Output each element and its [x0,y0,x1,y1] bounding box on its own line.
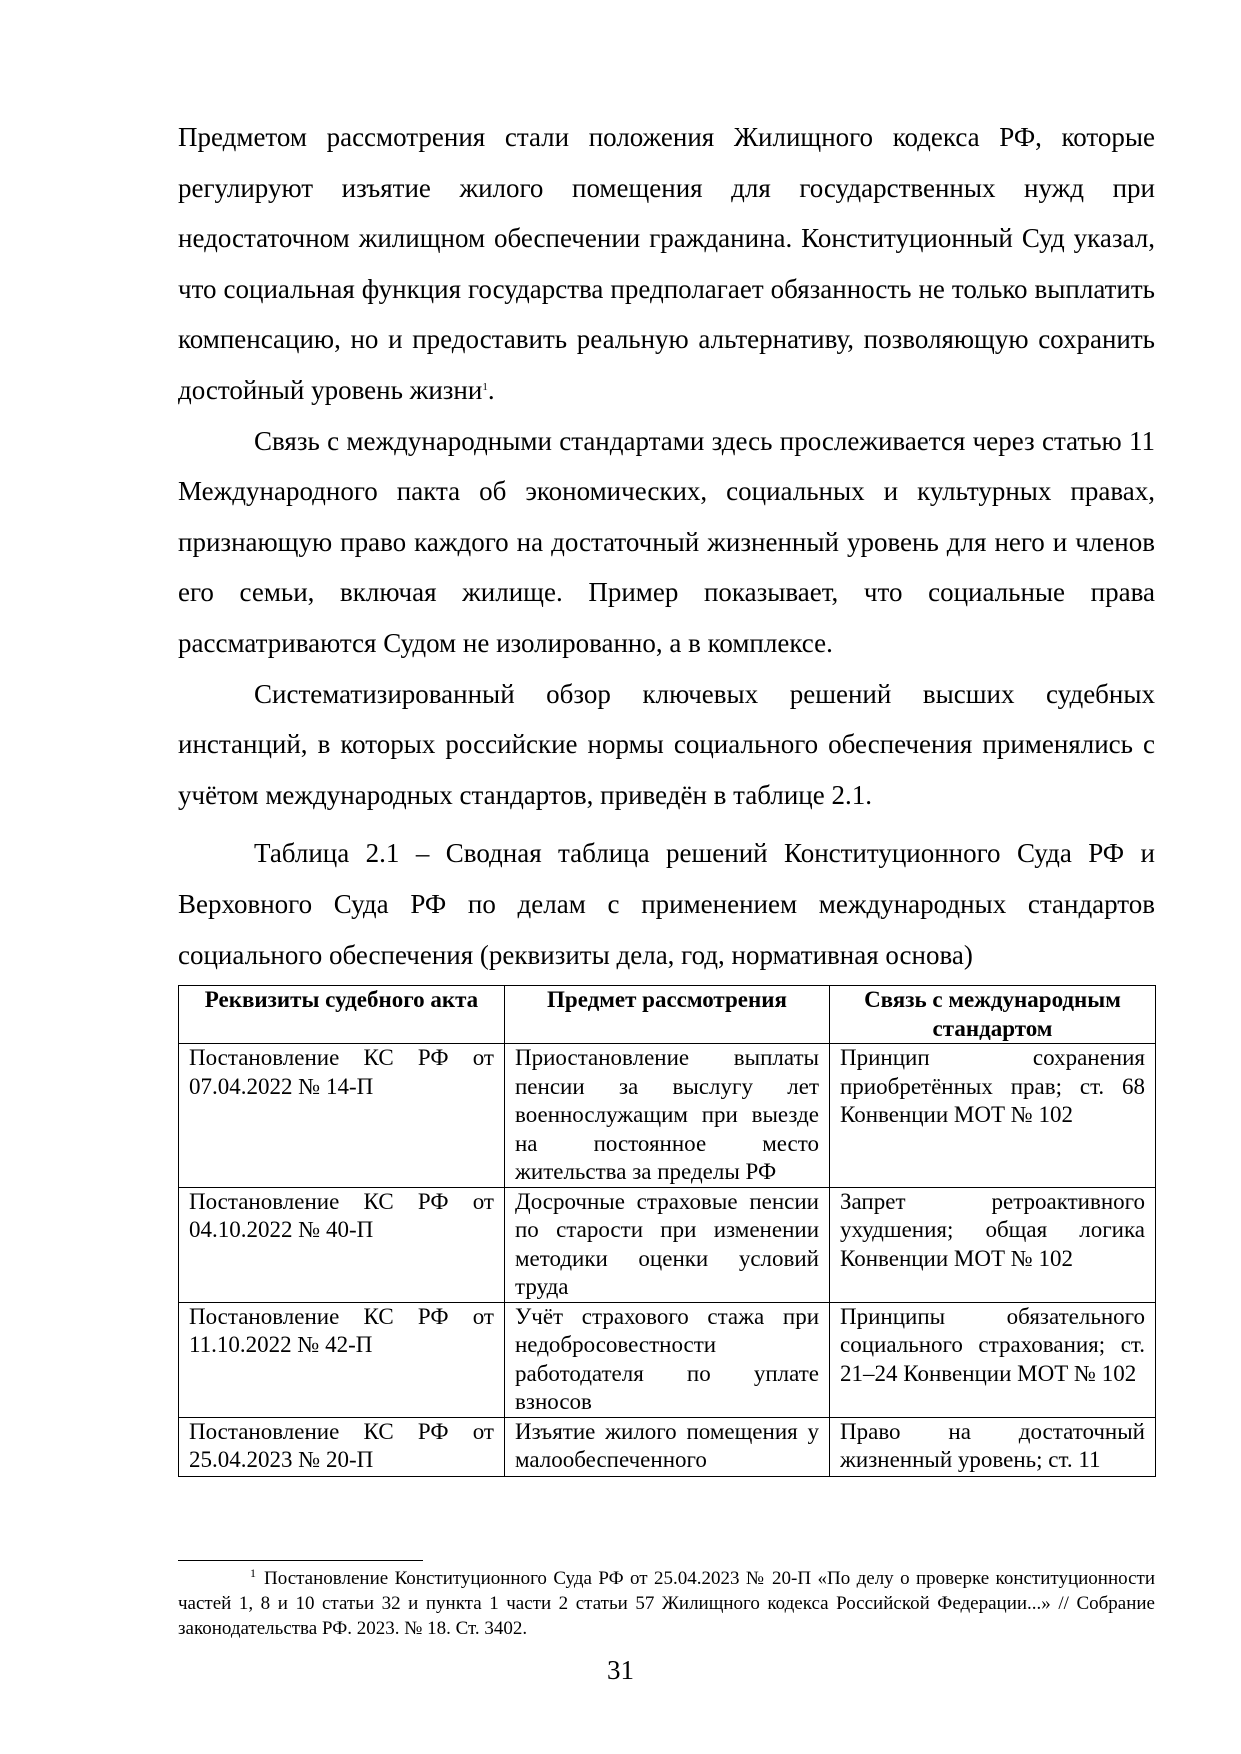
table-header-row [179,986,1156,1044]
cell-international-standard-text: Право на достаточный жизненный уровень; ст. 11 [840,1418,1145,1473]
cell-case-details-text: Постановление КС РФ от 25.04.2023 № 20-П [189,1418,494,1473]
table-caption: Таблица 2.1 – Сводная таблица решений Конституционного Суда РФ и Верховного Суда РФ по делам с применением международных стандартов социального обеспечения (реквизиты дела, год, нормативная основа) [178,838,1155,970]
table-row [179,1044,1156,1188]
paragraph-1-text: Предметом рассмотрения стали положения Жилищного кодекса РФ, которые регулируют изъятие жилого помещения для государственных нужд при недостаточном жилищном обеспечении гражданина. Конституционный Суд указал, что социальная функция государства предполагает обязанность не только выплатить компенсацию, но и предоставить реальную альтернативу, позволяющую сохранить достойный уровень жизни [178,122,1155,405]
paragraph-2: Связь с международными стандартами здесь прослеживается через статью 11 Международного пакта об экономических, социальных и культурных правах, признающую право каждого на достаточный жизненный уровень для него и членов его семьи, включая жилище. Пример показывает, что социальные права рассматриваются Судом не изолированно, а в комплексе. [178,425,1155,658]
header-subject: Предмет рассмотрения [505,986,830,1044]
footnote [178,1566,1155,1641]
header-case-details: Реквизиты судебного акта [179,986,505,1044]
cell-international-standard [830,1417,1156,1476]
cell-case-details: Постановление КС РФ от 11.10.2022 № 42-П [179,1302,505,1417]
cell-case-details [179,1417,505,1476]
page-body [178,112,1155,1477]
table-row [179,1187,1156,1302]
paragraph-1 [178,112,1155,416]
court-decisions-table [178,985,1156,1477]
footnote-separator [178,1560,423,1561]
page-number: 31 [607,1655,634,1685]
cell-case-details: Постановление КС РФ от 07.04.2022 № 14-П [179,1044,505,1188]
header-international-standard: Связь с международным стандартом [830,986,1156,1044]
cell-subject: Приостановление выплаты пенсии за выслугу лет военнослужащим при выезде на постоянное место жительства за пределы РФ [505,1044,830,1188]
cell-international-standard: Принципы обязательного социального страхования; ст. 21–24 Конвенции МОТ № 102 [830,1302,1156,1417]
cell-subject: Учёт страхового стажа при недобросовестности работодателя по уплате взносов [505,1302,830,1417]
cell-subject: Досрочные страховые пенсии по старости при изменении методики оценки условий труда [505,1187,830,1302]
cell-subject-text: Изъятие жилого помещения у малообеспеченного [515,1418,819,1473]
footnote-number: 1 [250,1565,256,1580]
cell-international-standard: Запрет ретроактивного ухудшения; общая логика Конвенции МОТ № 102 [830,1187,1156,1302]
paragraph-1-end: . [487,374,495,405]
footnote-reference[interactable]: 1 [482,381,488,394]
cell-case-details: Постановление КС РФ от 04.10.2022 № 40-П [179,1187,505,1302]
footnote-text: Постановление Конституционного Суда РФ от 25.04.2023 № 20-П «По делу о проверке конституционности частей 1, 8 и 10 статьи 32 и пункта 1 части 2 статьи 57 Жилищного кодекса Российской Федерации...» // Собрание законодательства РФ. 2023. № 18. Ст. 3402. [178,1568,1155,1639]
cell-international-standard: Принцип сохранения приобретённых прав; ст. 68 Конвенции МОТ № 102 [830,1044,1156,1188]
paragraph-3: Систематизированный обзор ключевых решений высших судебных инстанций, в которых российские нормы социального обеспечения применялись с учётом международных стандартов, приведён в таблице 2.1. [178,678,1155,810]
table-row [179,1417,1156,1476]
cell-subject [505,1417,830,1476]
table-row [179,1302,1156,1417]
